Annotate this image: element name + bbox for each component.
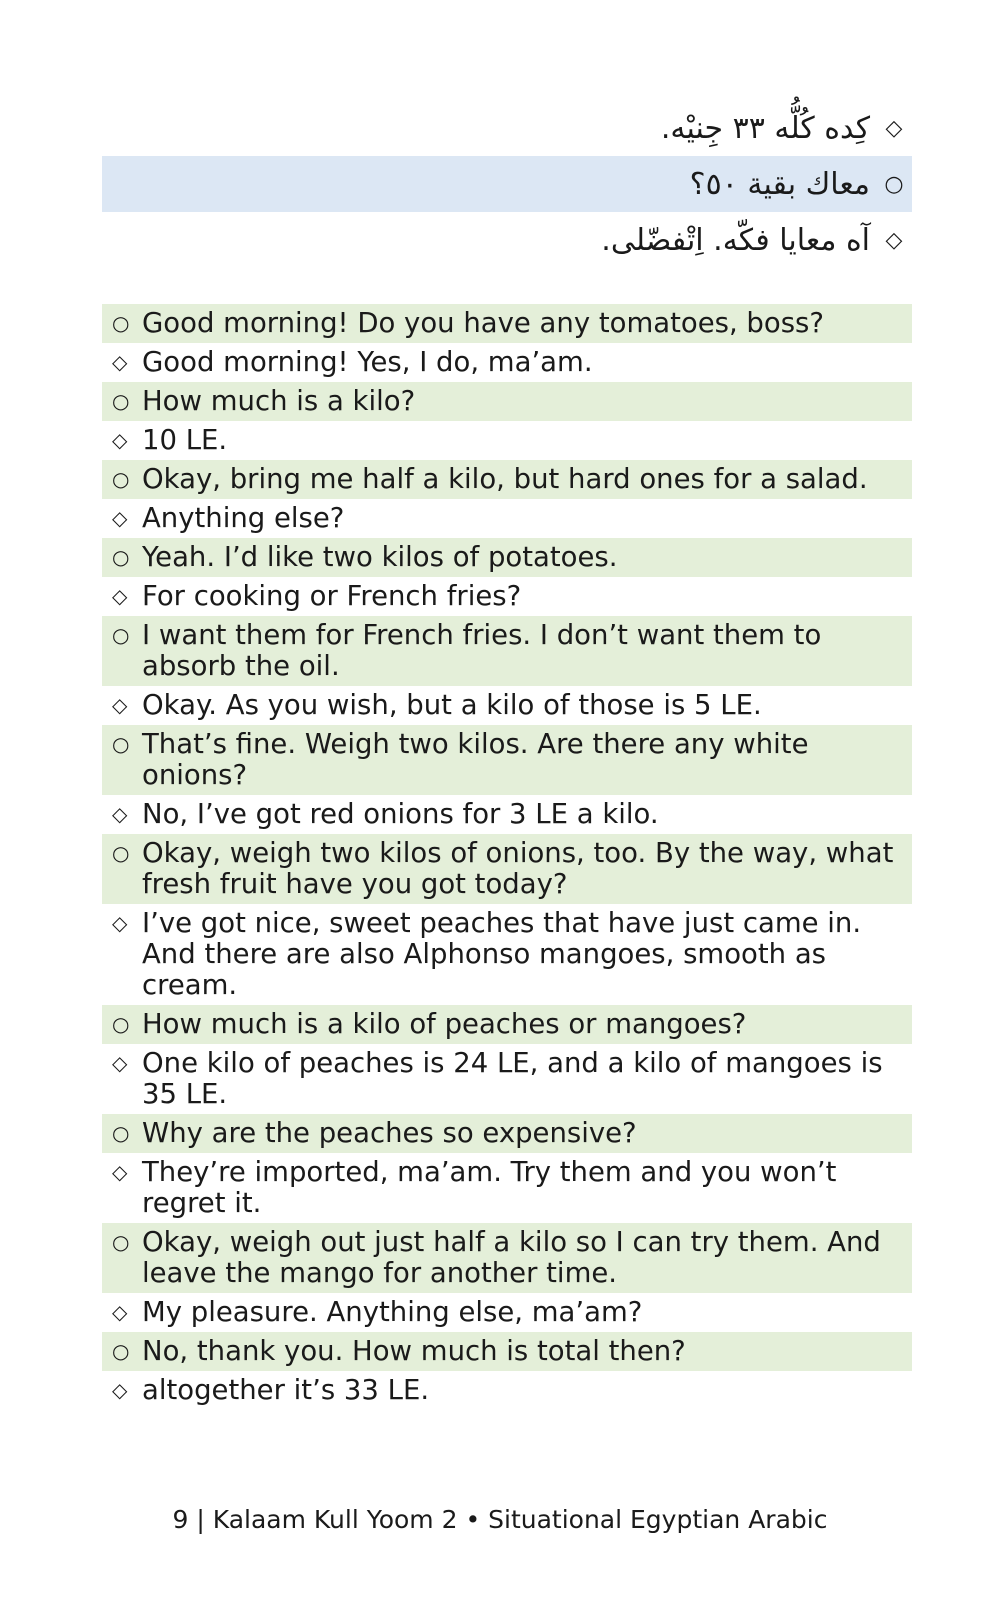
arabic-line-text: معاك بقية ٥٠؟ [689, 166, 870, 202]
circle-bullet-icon: ○ [112, 1012, 130, 1036]
dialogue-line [102, 1005, 912, 1044]
dialogue-line-text: 10 LE. [142, 424, 228, 456]
arabic-line [102, 156, 912, 212]
diamond-bullet-icon: ◇ [112, 584, 128, 608]
dialogue-line [102, 725, 912, 795]
dialogue-line [102, 1044, 912, 1114]
dialogue-line [102, 382, 912, 421]
dialogue-line [102, 1293, 912, 1332]
dialogue-line-text: I’ve got nice, sweet peaches that have just came in. And there are also Alphonso mangoes, smooth as cream. [142, 907, 862, 1001]
dialogue-line-text: Good morning! Yes, I do, ma’am. [142, 346, 593, 378]
dialogue-line [102, 834, 912, 904]
dialogue-line-text: Okay, bring me half a kilo, but hard ones for a salad. [142, 463, 868, 495]
dialogue-line-text: I want them for French fries. I don’t want them to absorb the oil. [142, 619, 822, 682]
dialogue-line-text: Okay, weigh out just half a kilo so I can try them. And leave the mango for another time. [142, 1226, 881, 1289]
dialogue-line [102, 460, 912, 499]
arabic-line-text: آه معايا فكّه. اِتْفضّلى. [601, 222, 870, 258]
dialogue-line-text: No, I’ve got red onions for 3 LE a kilo. [142, 798, 659, 830]
dialogue-line [102, 1114, 912, 1153]
circle-bullet-icon: ○ [112, 389, 130, 413]
dialogue-line-text: Anything else? [142, 502, 345, 534]
circle-bullet-icon: ○ [112, 1121, 130, 1145]
dialogue-line-text: altogether it’s 33 LE. [142, 1374, 430, 1406]
dialogue-line [102, 1332, 912, 1371]
circle-bullet-icon: ○ [112, 732, 130, 756]
dialogue-line [102, 577, 912, 616]
arabic-line-text: كِده كُلُّه ٣٣ جِنيْه. [660, 110, 870, 146]
dialogue-line [102, 1223, 912, 1293]
arabic-line [102, 100, 912, 156]
dialogue-line [102, 795, 912, 834]
diamond-bullet-icon: ◇ [885, 227, 903, 253]
dialogue-line-text: Okay, weigh two kilos of onions, too. By the way, what fresh fruit have you got today? [142, 837, 894, 900]
dialogue-line [102, 1153, 912, 1223]
page-footer: 9 | Kalaam Kull Yoom 2 • Situational Egyptian Arabic [172, 1505, 828, 1534]
dialogue-line-text: Good morning! Do you have any tomatoes, boss? [142, 307, 824, 339]
dialogue-line [102, 499, 912, 538]
circle-bullet-icon: ○ [112, 311, 130, 335]
circle-bullet-icon: ○ [112, 1339, 130, 1363]
dialogue-line-text: My pleasure. Anything else, ma’am? [142, 1296, 643, 1328]
dialogue-line-text: Why are the peaches so expensive? [142, 1117, 637, 1149]
dialogue-line [102, 304, 912, 343]
arabic-line [102, 212, 912, 268]
dialogue-line [102, 343, 912, 382]
diamond-bullet-icon: ◇ [112, 506, 128, 530]
diamond-bullet-icon: ◇ [112, 1160, 128, 1184]
dialogue-line-text: No, thank you. How much is total then? [142, 1335, 686, 1367]
diamond-bullet-icon: ◇ [112, 1051, 128, 1075]
diamond-bullet-icon: ◇ [112, 1300, 128, 1324]
dialogue-line [102, 686, 912, 725]
diamond-bullet-icon: ◇ [885, 115, 903, 141]
dialogue-line [102, 538, 912, 577]
dialogue-line [102, 1371, 912, 1410]
circle-bullet-icon: ○ [884, 171, 904, 197]
diamond-bullet-icon: ◇ [112, 1378, 128, 1402]
dialogue-line-text: Yeah. I’d like two kilos of potatoes. [142, 541, 618, 573]
dialogue-line-text: How much is a kilo? [142, 385, 416, 417]
circle-bullet-icon: ○ [112, 1230, 130, 1254]
arabic-dialogue [102, 100, 912, 268]
diamond-bullet-icon: ◇ [112, 350, 128, 374]
circle-bullet-icon: ○ [112, 545, 130, 569]
english-dialogue [102, 304, 912, 1410]
circle-bullet-icon: ○ [112, 841, 130, 865]
dialogue-line-text: That’s fine. Weigh two kilos. Are there any white onions? [142, 728, 809, 791]
diamond-bullet-icon: ◇ [112, 693, 128, 717]
dialogue-line-text: Okay. As you wish, but a kilo of those is 5 LE. [142, 689, 762, 721]
diamond-bullet-icon: ◇ [112, 802, 128, 826]
diamond-bullet-icon: ◇ [112, 428, 128, 452]
diamond-bullet-icon: ◇ [112, 911, 128, 935]
dialogue-line [102, 616, 912, 686]
circle-bullet-icon: ○ [112, 467, 130, 491]
dialogue-line [102, 421, 912, 460]
dialogue-line-text: One kilo of peaches is 24 LE, and a kilo of mangoes is 35 LE. [142, 1047, 883, 1110]
circle-bullet-icon: ○ [112, 623, 130, 647]
dialogue-line-text: For cooking or French fries? [142, 580, 522, 612]
dialogue-line-text: How much is a kilo of peaches or mangoes? [142, 1008, 747, 1040]
dialogue-line [102, 904, 912, 1005]
dialogue-line-text: They’re imported, ma’am. Try them and you won’t regret it. [142, 1156, 837, 1219]
